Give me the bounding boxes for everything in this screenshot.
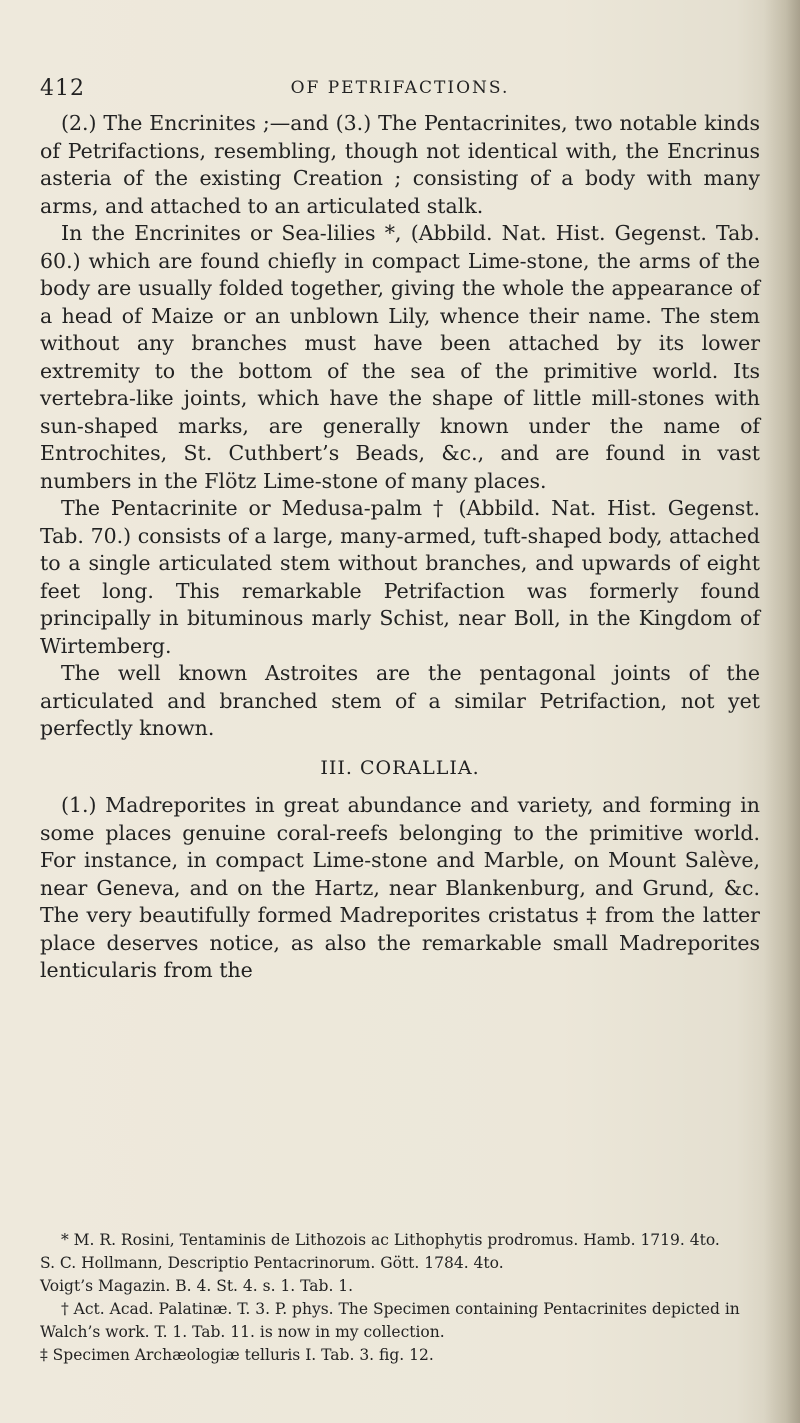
footnote-act-acad: † Act. Acad. Palatinæ. T. 3. P. phys. The Specimen containing Pentacrinites depicted in Walch’s work. T. 1. Tab. 11. is now in my collection. (40, 1300, 740, 1341)
page-header (40, 76, 760, 106)
footnote-specimen: ‡ Specimen Archæologiæ telluris I. Tab. 3. fig. 12. (40, 1346, 434, 1364)
page-edge-shadow (764, 0, 800, 1423)
footnote-voigt: Voigt’s Magazin. B. 4. St. 4. s. 1. Tab. 1. (40, 1277, 354, 1295)
paragraph-pentacrinite: The Pentacrinite or Medusa-palm † (Abbild. Nat. Hist. Gegenst. Tab. 70.) consists of a large, many-armed, tuft-shaped body, attached to a single articulated stem without branches, and upwards of eight feet long. This remarkable Petrifaction was formerly found principally in bituminous marly Schist, near Boll, in the Kingdom of Wirtemberg. (40, 496, 760, 658)
footnote-hollmann: S. C. Hollmann, Descriptio Pentacrinorum. Gött. 1784. 4to. (40, 1254, 504, 1272)
running-head: OF PETRIFACTIONS. (290, 78, 510, 98)
paragraph-astroites: The well known Astroites are the pentagonal joints of the articulated and branched stem of a similar Petrifaction, not yet perfectly known. (40, 661, 760, 740)
footnotes (40, 1229, 760, 1367)
footnote-rosini: * M. R. Rosini, Tentaminis de Lithozois ac Lithophytis prodromus. Hamb. 1719. 4to. (61, 1231, 720, 1249)
paragraph-madreporites: (1.) Madreporites in great abundance and variety, and forming in some places genuine coral-reefs belonging to the primitive world. For instance, in compact Lime-stone and Marble, on Mount Salève, near Geneva, and on the Hartz, near Blankenburg, and Grund, &c. The very beautifully formed Madreporites cristatus ‡ from the latter place deserves notice, as also the remarkable small Madreporites lenticularis from the (40, 793, 760, 982)
section-heading: III. CORALLIA. (320, 756, 480, 779)
paragraph-sea-lilies: In the Encrinites or Sea-lilies *, (Abbild. Nat. Hist. Gegenst. Tab. 60.) which are found chiefly in compact Lime-stone, the arms of the body are usually folded together, giving the whole the appearance of a head of Maize or an unblown Lily, whence their name. The stem without any branches must have been attached by its lower extremity to the bottom of the sea of the primitive world. Its vertebra-like joints, which have the shape of little mill-stones with sun-shaped marks, are generally known under the name of Entrochites, St. Cuthbert’s Beads, &c., and are found in vast numbers in the Flötz Lime-stone of many places. (40, 221, 760, 493)
paragraph-encrinites-intro: (2.) The Encrinites ;—and (3.) The Pentacrinites, two notable kinds of Petrifactions, resembling, though not identical with, the Encrinus asteria of the existing Creation ; consisting of a body with many arms, and attached to an articulated stalk. (40, 111, 760, 218)
page-number: 412 (40, 76, 85, 101)
body-text (40, 110, 760, 985)
